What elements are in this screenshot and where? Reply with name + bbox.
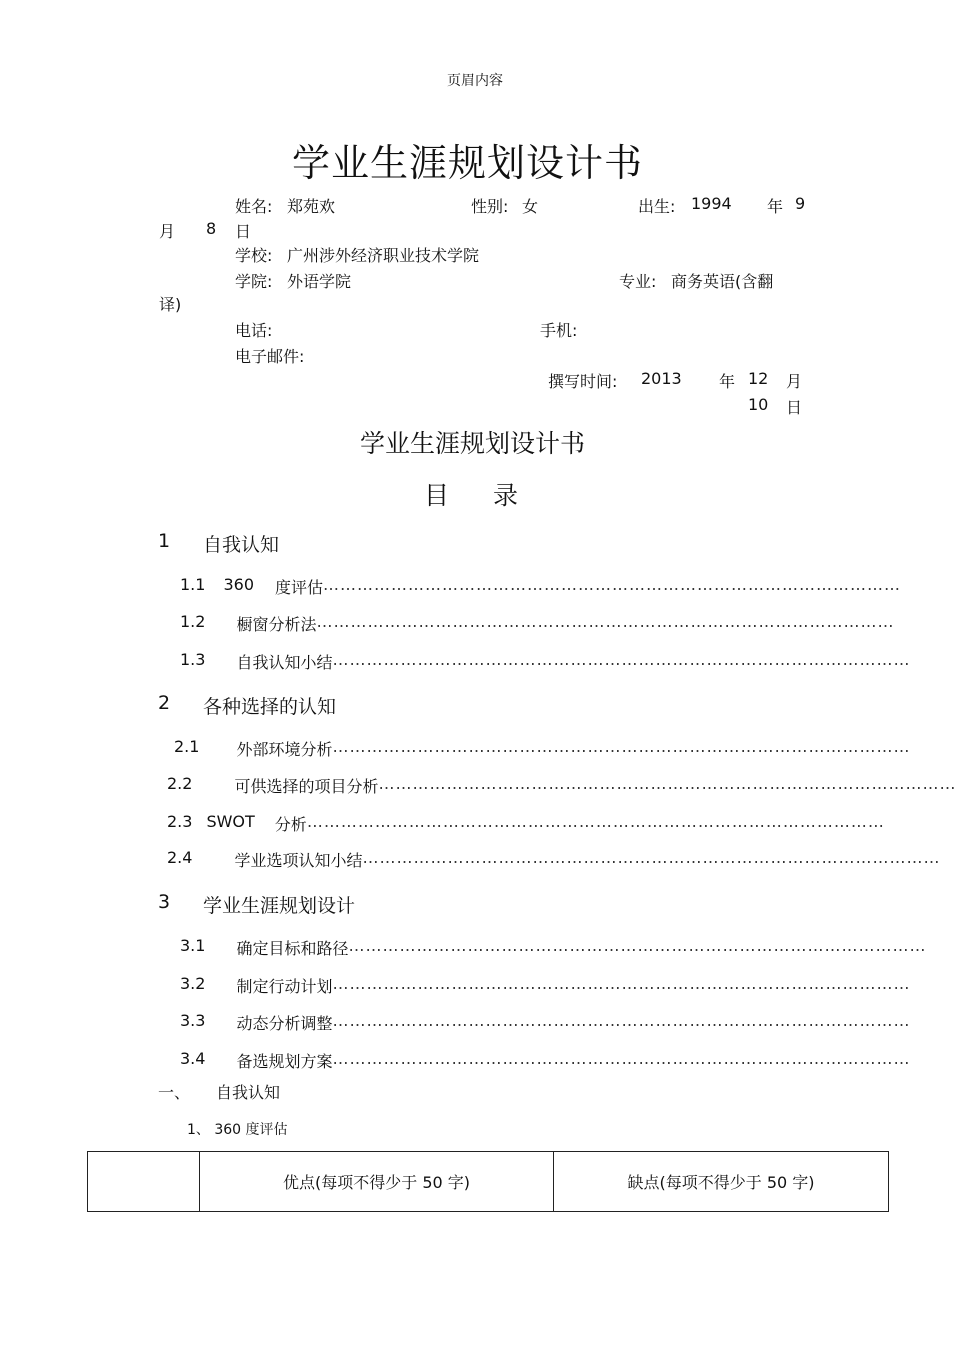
toc-entry-number: 3.4 xyxy=(180,1049,206,1068)
toc-entry[interactable] xyxy=(167,812,885,835)
toc-entry-number: 2.3 xyxy=(167,812,193,831)
toc-entry-number: 3.2 xyxy=(180,974,206,993)
document-subtitle: 学业生涯规划设计书 xyxy=(359,429,585,458)
toc-section-title: 各种选择的认知 xyxy=(203,696,337,718)
toc-entry-title: 动态分析调整 xyxy=(236,1014,333,1033)
college-label: 学院: xyxy=(235,272,273,291)
written-label: 撰写时间: xyxy=(548,372,618,391)
college-value: 外语学院 xyxy=(287,272,352,291)
toc-entry-title: 可供选择的项目分析 xyxy=(234,777,379,796)
written-month: 12 xyxy=(748,369,769,388)
toc-entry[interactable] xyxy=(180,612,895,635)
toc-entry-number: 2.2 xyxy=(167,774,193,793)
toc-title: 目 录 xyxy=(424,481,536,510)
phone-label: 电话: xyxy=(235,321,273,340)
table-header-row xyxy=(88,1152,889,1212)
major-label: 专业: xyxy=(619,272,657,291)
toc-section-title: 自我认知 xyxy=(203,534,280,556)
toc-entry-prefix: SWOT xyxy=(206,812,255,831)
body-section-number: 一、 xyxy=(158,1083,191,1102)
toc-entry-prefix: 360 xyxy=(223,575,254,594)
toc-entry-number: 2.1 xyxy=(174,737,200,756)
written-month-char: 月 xyxy=(786,372,803,391)
toc-entry-number: 1.3 xyxy=(180,650,206,669)
toc-entry-title: 外部环境分析 xyxy=(236,740,333,759)
toc-entry[interactable] xyxy=(174,737,911,760)
written-year-char: 年 xyxy=(719,372,736,391)
toc-leader-dots: ………………………………………………………………………………………… xyxy=(316,612,895,631)
toc-entry[interactable] xyxy=(180,974,911,997)
written-day-char: 日 xyxy=(786,398,803,417)
name-label: 姓名: xyxy=(235,197,273,216)
birth-day-char: 日 xyxy=(235,222,252,241)
toc-entry-title: 确定目标和路径 xyxy=(236,939,349,958)
mobile-label: 手机: xyxy=(540,321,578,340)
toc-section-number: 2 xyxy=(158,692,171,714)
toc-entry[interactable] xyxy=(180,650,911,673)
page-header: 页眉内容 xyxy=(447,73,503,89)
toc-leader-dots: ………………………………………………………………………………………… xyxy=(378,774,957,793)
toc-entry[interactable] xyxy=(180,575,902,598)
gender-value: 女 xyxy=(522,197,539,216)
birth-year-char: 年 xyxy=(767,197,784,216)
toc-leader-dots: ………………………………………………………………………………………… xyxy=(306,812,885,831)
gender-label: 性别: xyxy=(471,197,509,216)
birth-year: 1994 xyxy=(691,194,732,213)
major-value-continued: 译) xyxy=(159,295,182,314)
toc-entry-title: 学业选项认知小结 xyxy=(234,851,363,870)
written-day: 10 xyxy=(748,395,769,414)
toc-entry-title: 分析 xyxy=(274,815,307,834)
toc-section-number: 1 xyxy=(158,530,171,552)
toc-leader-dots: ………………………………………………………………………………………… xyxy=(332,974,911,993)
table-header-cell xyxy=(88,1152,200,1212)
toc-entry[interactable] xyxy=(180,1049,911,1072)
written-year: 2013 xyxy=(641,369,682,388)
birth-label: 出生: xyxy=(638,197,676,216)
toc-entry-title: 橱窗分析法 xyxy=(236,615,317,634)
table-header-cell: 缺点(每项不得少于 50 字) xyxy=(554,1152,889,1212)
toc-leader-dots: ………………………………………………………………………………………… xyxy=(332,1011,911,1030)
major-value: 商务英语(含翻 xyxy=(671,272,774,291)
toc-entry-number: 1.2 xyxy=(180,612,206,631)
toc-entry[interactable] xyxy=(180,1011,911,1034)
toc-entry[interactable] xyxy=(180,936,927,959)
email-label: 电子邮件: xyxy=(235,347,305,366)
toc-entry-number: 3.1 xyxy=(180,936,206,955)
toc-entry-number: 3.3 xyxy=(180,1011,206,1030)
birth-day: 8 xyxy=(206,219,217,238)
toc-leader-dots: ………………………………………………………………………………………… xyxy=(332,650,911,669)
toc-leader-dots: ………………………………………………………………………………………… xyxy=(362,848,941,867)
body-subsection-title: 1、 360 度评估 xyxy=(187,1122,288,1138)
toc-leader-dots: ………………………………………………………………………………………… xyxy=(332,1049,911,1068)
birth-month: 9 xyxy=(795,194,806,213)
toc-entry-number: 1.1 xyxy=(180,575,206,594)
evaluation-table xyxy=(87,1151,889,1212)
toc-leader-dots: ………………………………………………………………………………………… xyxy=(348,936,927,955)
toc-leader-dots: ………………………………………………………………………………………… xyxy=(332,737,911,756)
toc-section-number: 3 xyxy=(158,891,171,913)
toc-entry-title: 度评估 xyxy=(275,578,324,597)
toc-entry-title: 备选规划方案 xyxy=(236,1052,333,1071)
birth-month-char: 月 xyxy=(159,222,176,241)
name-value: 郑苑欢 xyxy=(287,197,336,216)
toc-section-title: 学业生涯规划设计 xyxy=(203,895,356,917)
toc-entry-title: 自我认知小结 xyxy=(236,653,333,672)
school-label: 学校: xyxy=(235,246,273,265)
document-title: 学业生涯规划设计书 xyxy=(291,141,643,185)
toc-entry[interactable] xyxy=(167,848,941,871)
body-section-title: 自我认知 xyxy=(216,1083,281,1102)
toc-leader-dots: ………………………………………………………………………………………… xyxy=(323,575,902,594)
toc-entry-number: 2.4 xyxy=(167,848,193,867)
toc-entry[interactable] xyxy=(167,774,957,797)
school-value: 广州涉外经济职业技术学院 xyxy=(287,246,480,265)
table-header-cell: 优点(每项不得少于 50 字) xyxy=(200,1152,554,1212)
toc-entry-title: 制定行动计划 xyxy=(236,977,333,996)
